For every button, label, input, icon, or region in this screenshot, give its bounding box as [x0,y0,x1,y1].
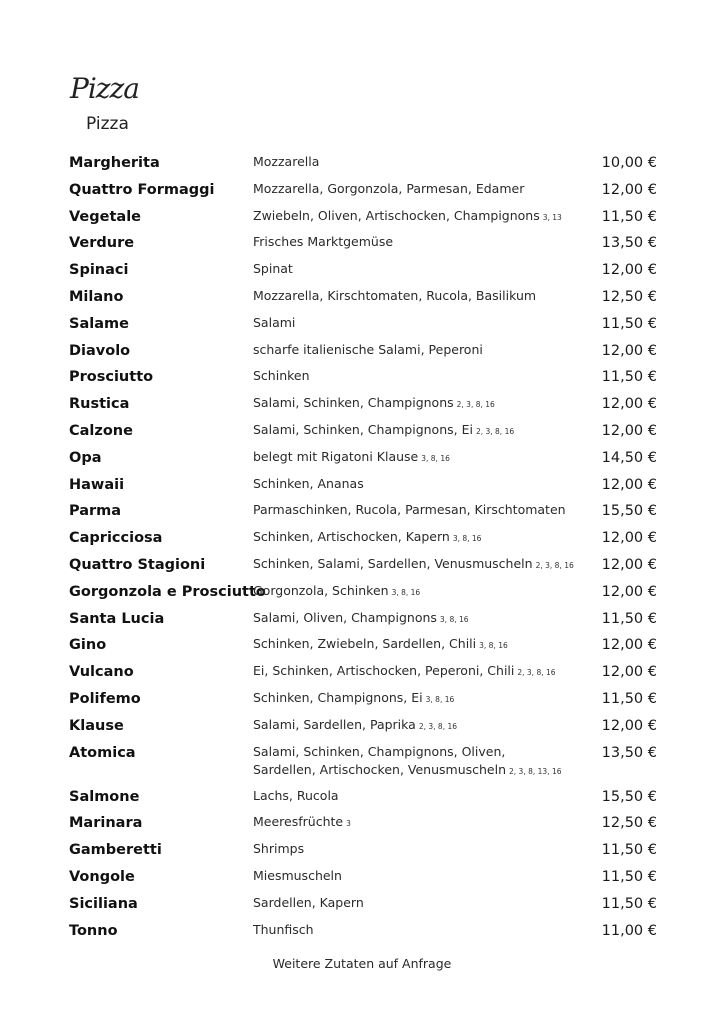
menu-item-price: 12,00 € [601,181,657,198]
menu-item-description [253,528,583,548]
menu-item-description-line [253,528,583,548]
menu-item-description-text: Salami, Sardellen, Paprika [253,716,416,732]
menu-item-description-line [253,233,583,251]
allergen-notes: 2, 3, 8, 16 [535,560,574,570]
footer-note: Weitere Zutaten auf Anfrage [272,956,452,971]
menu-item [69,608,659,635]
menu-item [69,179,659,206]
menu-item-description [253,287,583,305]
menu-item-name: Margherita [69,155,160,171]
menu-item-description-line [253,716,583,736]
menu-item [69,366,659,393]
menu-item-price: 12,00 € [601,262,657,279]
allergen-notes: 3 [346,819,351,829]
menu-item-description-line [253,582,583,602]
menu-item-description-text: Meeresfrüchte [253,814,344,830]
menu-item-description-line [253,813,583,833]
menu-item-price: 11,00 € [601,922,657,939]
menu-item-name: Capricciosa [69,530,163,547]
menu-item-description [253,921,583,939]
menu-item-description [253,341,583,359]
menu-item [69,839,659,866]
menu-item-description-text: Schinken, Champignons, Ei [253,689,423,705]
menu-item-description-line [253,475,583,493]
menu-item-description-text: Thunfisch [253,921,314,937]
menu-item-description [253,233,583,251]
menu-item-name: Verdure [69,235,135,252]
menu-item-name: Spinaci [69,262,129,279]
menu-item-name: Atomica [69,744,136,761]
menu-item-description-text: Mozzarella, Gorgonzola, Parmesan, Edamer [253,180,525,196]
menu-item-price: 11,50 € [601,690,657,707]
menu-item-price: 12,50 € [601,815,657,832]
menu-item-price: 10,00 € [601,155,657,171]
menu-item-description-text: Salami, Schinken, Champignons, Ei [253,421,473,437]
menu-item-price: 12,00 € [601,637,657,654]
menu-item-description-line [253,743,583,761]
menu-item-description-text: Schinken, Ananas [253,475,364,491]
menu-item-description-text: Salami, Schinken, Champignons, Oliven, [253,743,506,759]
menu-item-description-text: belegt mit Rigatoni Klause [253,448,419,464]
menu-item-description-text: scharfe italienische Salami, Peperoni [253,341,483,357]
menu-item-description [253,743,583,781]
menu-item-name: Siciliana [69,895,138,912]
menu-item-description-line [253,555,583,575]
menu-item-price: 11,50 € [601,369,657,386]
menu-item-description-text: Salami [253,314,296,330]
menu-item-description-line [253,421,583,441]
menu-item-name: Vulcano [69,664,134,681]
menu-item-description [253,394,583,414]
menu-item-price: 11,50 € [601,842,657,859]
menu-item-price: 12,00 € [601,476,657,493]
menu-item-description-line [253,689,583,709]
allergen-notes: 3, 8, 16 [439,614,469,624]
menu-item-description [253,840,583,858]
allergen-notes: 2, 3, 8, 16 [456,400,495,410]
menu-item-name: Santa Lucia [69,610,165,627]
menu-item-name: Salame [69,315,129,332]
menu-item-name: Marinara [69,815,143,832]
menu-item [69,688,659,715]
menu-item-name: Calzone [69,422,133,439]
menu-item-name: Rustica [69,396,130,413]
menu-item-description [253,421,583,441]
menu-item-price: 11,50 € [601,208,657,225]
menu-item-description-line [253,867,583,885]
menu-item-price: 12,00 € [601,396,657,413]
menu-section-heading [70,72,270,136]
menu-item-description-line [253,894,583,912]
menu-item-price: 11,50 € [601,895,657,912]
menu-item-price: 12,50 € [601,288,657,305]
menu-item-name: Prosciutto [69,369,154,386]
menu-item-description [253,894,583,912]
allergen-notes: 3, 8, 16 [425,694,455,704]
menu-item-price: 13,50 € [601,235,657,252]
menu-item-description [253,260,583,278]
menu-item-description-text: Mozzarella, Kirschtomaten, Rucola, Basilikum [253,287,537,303]
menu-item [69,866,659,893]
menu-item-price: 12,00 € [601,342,657,359]
menu-item [69,527,659,554]
menu-item-description-line [253,394,583,414]
menu-item [69,786,659,813]
menu-item-price: 11,50 € [601,610,657,627]
menu-item [69,420,659,447]
menu-item-name: Quattro Formaggi [69,181,215,198]
menu-item-description-text: Zwiebeln, Oliven, Artischocken, Champignons [253,207,540,223]
menu-item-description-text: Ei, Schinken, Artischocken, Peperoni, Chili [253,663,515,679]
menu-item-description-text: Sardellen, Kapern [253,894,364,910]
menu-item-description [253,180,583,198]
menu-item-description-text: Lachs, Rucola [253,787,339,803]
menu-item-name: Diavolo [69,342,131,359]
menu-item [69,554,659,581]
menu-item-description [253,207,583,227]
menu-item-price: 11,50 € [601,315,657,332]
allergen-notes: 3, 8, 16 [479,641,508,651]
menu-item-description-line [253,207,583,227]
menu-item-name: Salmone [69,788,140,805]
menu-item-name: Hawaii [69,476,125,493]
menu-item-name: Vegetale [69,208,141,225]
allergen-notes: 2, 3, 8, 16 [475,426,515,436]
menu-item-price: 15,50 € [601,503,657,520]
menu-item-description [253,787,583,805]
menu-item-description-line [253,787,583,805]
menu-item-name: Gorgonzola e Prosciutto [69,583,266,600]
menu-item-name: Quattro Stagioni [69,556,206,573]
menu-item [69,920,659,947]
allergen-notes: 2, 3, 8, 16 [418,721,458,731]
menu-item-name: Klause [69,717,124,734]
menu-item-description-line [253,609,583,629]
heading-script-title: Pizza [70,72,139,105]
menu-item [69,893,659,920]
menu-item-description-line [253,662,583,682]
menu-item-name: Opa [69,449,102,466]
menu-item-description [253,813,583,833]
menu-item-description [253,609,583,629]
menu-item-description-text: Sardellen, Artischocken, Venusmuscheln [253,761,507,777]
menu-item [69,634,659,661]
menu-item-price: 12,00 € [601,530,657,547]
menu-item-price: 12,00 € [601,556,657,573]
menu-item-name: Vongole [69,868,135,885]
menu-item-name: Parma [69,503,122,520]
menu-item-price: 12,00 € [601,422,657,439]
menu-item [69,581,659,608]
menu-item-description-text: Salami, Schinken, Champignons [253,395,454,411]
menu-item [69,259,659,286]
menu-item-description [253,314,583,332]
menu-item-name: Gino [69,637,107,654]
menu-item-description-line [253,367,583,385]
menu-item [69,715,659,742]
menu-item-description-line [253,501,583,519]
menu-item-description [253,475,583,493]
menu-item-description-line [253,287,583,305]
menu-item-description-text: Schinken, Salami, Sardellen, Venusmuscheln [253,555,533,571]
menu-item-description [253,867,583,885]
menu-item-description-text: Schinken, Zwiebeln, Sardellen, Chili [253,636,477,652]
allergen-notes: 2, 3, 8, 16 [517,668,556,678]
menu-item [69,447,659,474]
menu-item-description-text: Frisches Marktgemüse [253,234,394,250]
menu-item [69,812,659,839]
menu-item-description [253,582,583,602]
menu-item-description [253,635,583,655]
menu-item-description-text: Shrimps [253,841,305,857]
menu-item-description-line [253,840,583,858]
menu-item [69,742,659,786]
menu-item [69,340,659,367]
menu-item-price: 15,50 € [601,788,657,805]
menu-item-name: Milano [69,288,124,305]
menu-item-description [253,716,583,736]
menu-item-description-text: Gorgonzola, Schinken [253,582,389,598]
allergen-notes: 3, 13 [542,212,562,222]
menu-item [69,286,659,313]
menu-item [69,500,659,527]
menu-item-description-text: Spinat [253,261,293,277]
menu-item-description-text: Salami, Oliven, Champignons [253,609,437,625]
allergen-notes: 3, 8, 16 [421,453,450,463]
menu-item-price: 12,00 € [601,664,657,681]
menu-item-description-line [253,921,583,939]
menu-item-description-text: Mozzarella [253,154,320,169]
menu-item-description-line [253,314,583,332]
menu-item-description [253,501,583,519]
menu-item-description-text: Miesmuscheln [253,867,342,883]
menu-item-price: 13,50 € [601,744,657,761]
menu-item-description [253,367,583,385]
menu-item-description [253,662,583,682]
menu-item-description-line [253,761,583,781]
menu-item-price: 14,50 € [601,449,657,466]
menu-item-description-line [253,448,583,468]
menu-item-description-line [253,153,583,171]
menu-item-description-text: Schinken [253,368,310,384]
page-title: Pizza [86,114,129,134]
menu-item-description-line [253,260,583,278]
menu-item-description [253,448,583,468]
menu-item [69,313,659,340]
menu-item-name: Polifemo [69,690,141,707]
menu-item-name: Gamberetti [69,842,162,859]
menu-item [69,152,659,179]
menu-item-description-text: Schinken, Artischocken, Kapern [253,529,450,545]
menu-item-description-line [253,635,583,655]
menu-item-description [253,689,583,709]
menu-item [69,474,659,501]
allergen-notes: 3, 8, 16 [391,587,421,597]
pizza-menu-list [69,152,659,946]
menu-item-price: 11,50 € [601,868,657,885]
menu-item-description-line [253,341,583,359]
menu-item-price: 12,00 € [601,583,657,600]
menu-item-description-line [253,180,583,198]
menu-item-description [253,555,583,575]
menu-item [69,232,659,259]
menu-item [69,206,659,233]
menu-item-name: Tonno [69,922,118,939]
menu-item-price: 12,00 € [601,717,657,734]
menu-item [69,393,659,420]
allergen-notes: 2, 3, 8, 13, 16 [509,766,562,776]
allergen-notes: 3, 8, 16 [452,534,482,544]
menu-item [69,661,659,688]
menu-item-description-text: Parmaschinken, Rucola, Parmesan, Kirschtomaten [253,502,566,518]
menu-item-description [253,153,583,171]
